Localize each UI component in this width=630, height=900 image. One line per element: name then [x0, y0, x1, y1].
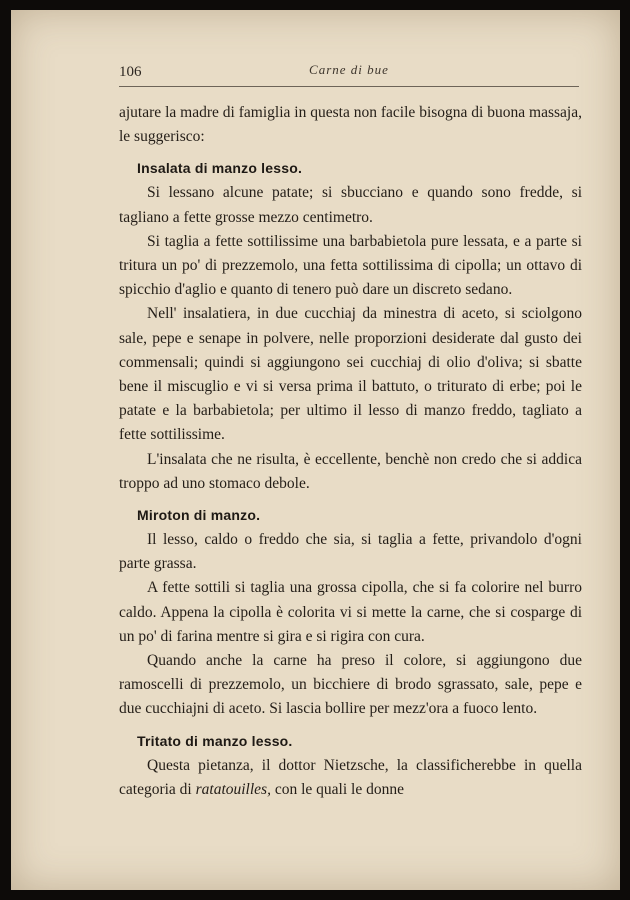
page-header	[119, 60, 579, 87]
recipe-paragraph: Il lesso, caldo o freddo che sia, si taglia a fette, privandolo d'ogni parte grassa.	[119, 531, 582, 573]
recipe-title: Tritato di manzo lesso.	[137, 732, 293, 749]
italic-term: ratatouilles,	[195, 780, 271, 798]
recipe-paragraph: L'insalata che ne risulta, è eccellente, benchè non credo che si addica troppo ad uno stomaco debole.	[119, 450, 582, 492]
recipe-paragraph: Nell' insalatiera, in due cucchiaj da minestra di aceto, si sciolgono sale, pepe e senape in polvere, nelle proporzioni desiderate dal gusto dei commensali; quindi si aggiungono sei cucchiaj di olio d'oliva; si sbatte bene il miscuglio e vi si versa prima il battuto, o triturato di erbe; poi le patate e la barbabietola; per ultimo il lesso di manzo freddo, tagliato a fette sottilissime.	[119, 305, 582, 444]
page-body	[119, 101, 582, 802]
recipe-miroton-di-manzo	[119, 502, 582, 722]
recipe-paragraph: Si taglia a fette sottilissime una barbabietola pure lessata, e a parte si tritura un po' di prezzemolo, una fetta sottilissima di cipolla; un ottavo di spicchio d'aglio e quanto di tenero può dare un discreto sedano.	[119, 232, 582, 299]
text-run: con le quali le donne	[270, 780, 404, 798]
recipe-paragraph	[119, 754, 582, 802]
recipe-tritato-di-manzo-lesso	[119, 728, 582, 802]
intro-paragraph: ajutare la madre di famiglia in questa non facile bisogna di buona massaja, le suggerisco:	[119, 104, 582, 146]
recipe-paragraph: Si lessano alcune patate; si sbucciano e quando sono fredde, si tagliano a fette grosse mezzo centimetro.	[119, 184, 582, 226]
recipe-paragraph: Quando anche la carne ha preso il colore, si aggiungono due ramoscelli di prezzemolo, un bicchiere di brodo sgrassato, sale, pepe e due cucchiajni di aceto. Si lascia bollire per mezz'ora a fuoco lento.	[119, 652, 582, 718]
recipe-paragraph: A fette sottili si taglia una grossa cipolla, che si fa colorire nel burro caldo. Appena la cipolla è colorita vi si mette la carne, che si cosparge di un po' di farina mentre si gira e si rigira con cura.	[119, 579, 582, 645]
recipe-insalata-di-manzo-lesso	[119, 155, 582, 496]
page-number: 106	[119, 64, 142, 80]
recipe-title: Insalata di manzo lesso.	[137, 160, 303, 177]
recipe-title: Miroton di manzo.	[137, 507, 261, 524]
book-page	[11, 10, 620, 890]
text-run: Questa pietanza, il dottor Nietzsche, la classificherebbe in quella categoria di	[119, 756, 582, 798]
running-title: Carne di bue	[309, 62, 389, 77]
